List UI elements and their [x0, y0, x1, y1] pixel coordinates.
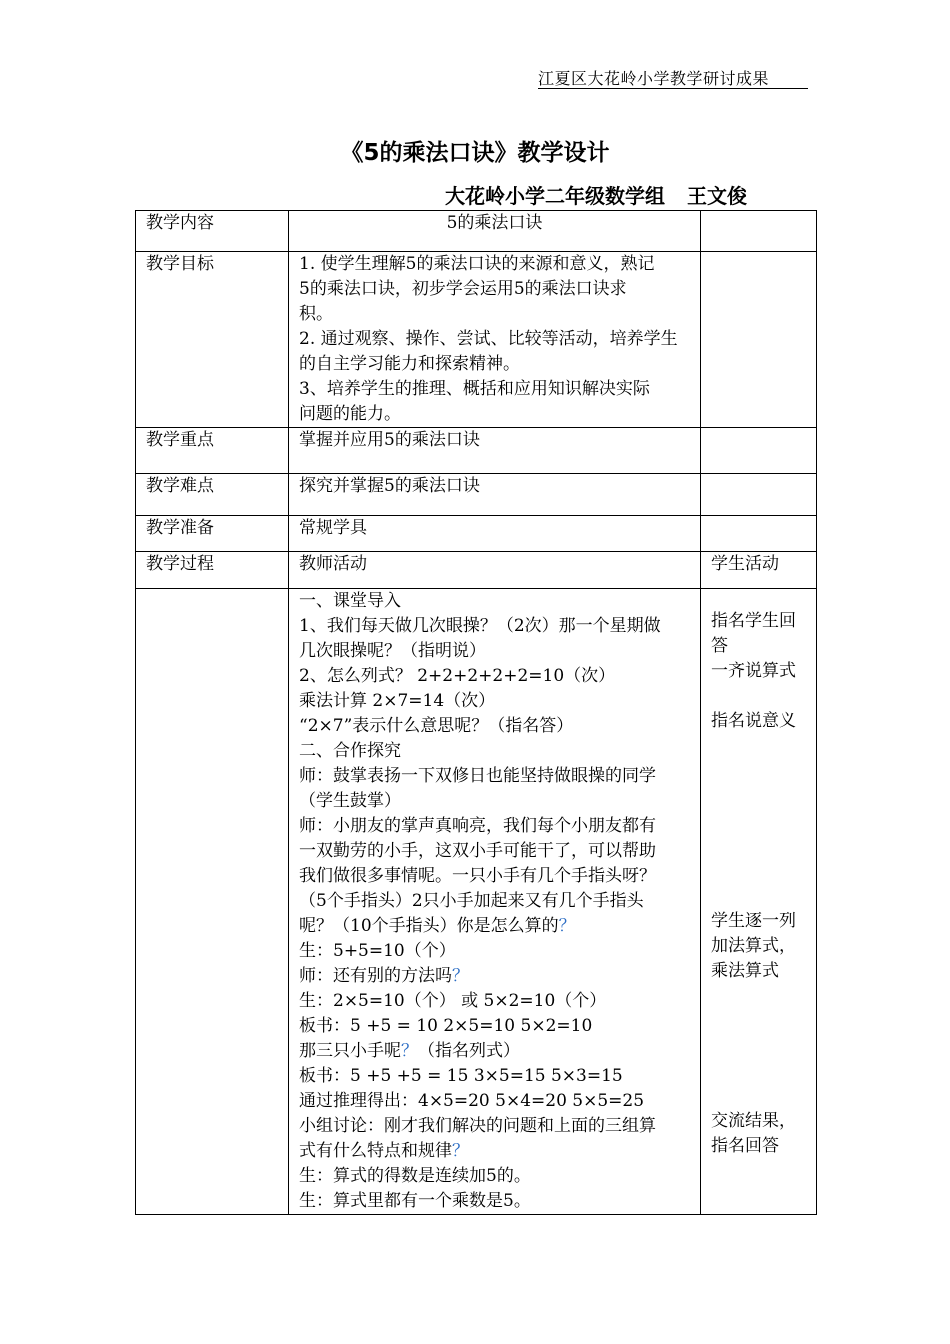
- teacher-line: 板书：5 +5 = 10 2×5=10 5×2=10: [299, 1016, 593, 1036]
- value-preparation: 常规学具: [289, 516, 701, 552]
- spacer: [711, 734, 806, 909]
- institution-header: 江夏区大花岭小学教学研讨成果: [538, 69, 770, 88]
- question-mark: ？: [401, 1041, 418, 1061]
- label-content: 教学内容: [136, 211, 289, 252]
- student-line: 指名回答: [711, 1136, 779, 1156]
- teacher-line: 生：2×5=10（个） 或 5×2=10（个）: [299, 991, 607, 1011]
- empty-cell: [701, 474, 817, 516]
- teacher-line: [299, 1139, 690, 1164]
- author-line: [445, 180, 747, 209]
- student-activities: [701, 589, 817, 1215]
- row-focus: [136, 428, 817, 474]
- student-line: 乘法算式: [711, 961, 779, 981]
- teacher-line-text: 呢？（10个手指头）你是怎么算的: [299, 916, 559, 936]
- row-goals: [136, 252, 817, 428]
- student-line: 答: [711, 636, 728, 656]
- teacher-line: [299, 914, 690, 939]
- student-line: 加法算式，: [711, 936, 796, 956]
- teacher-line: 1、我们每天做几次眼操？（2次）那一个星期做: [299, 616, 661, 636]
- teacher-line-text: 那三只小手呢: [299, 1041, 401, 1061]
- teacher-line-note: （指名列式）: [418, 1041, 520, 1061]
- teacher-activities: [289, 589, 701, 1215]
- row-process-detail: [136, 589, 817, 1215]
- empty-cell: [701, 516, 817, 552]
- student-line: 一齐说算式: [711, 661, 796, 681]
- goal-line: 的自主学习能力和探索精神。: [299, 354, 520, 374]
- row-process: [136, 552, 817, 589]
- goal-line: 2. 通过观察、操作、尝试、比较等活动，培养学生: [299, 329, 678, 349]
- teacher-line-text: 式有什么特点和规律: [299, 1141, 452, 1161]
- label-preparation: 教学准备: [136, 516, 289, 552]
- label-process: 教学过程: [136, 552, 289, 589]
- goal-line: 3、培养学生的推理、概括和应用知识解决实际: [299, 379, 650, 399]
- value-difficulty: 探究并掌握5的乘法口诀: [289, 474, 701, 516]
- teacher-line: 我们做很多事情呢。一只小手有几个手指头呀？: [299, 866, 656, 886]
- goal-line: 问题的能力。: [299, 404, 401, 424]
- question-mark: ？: [452, 966, 469, 986]
- teacher-line: 生：算式里都有一个乘数是5。: [299, 1191, 531, 1211]
- label-focus: 教学重点: [136, 428, 289, 474]
- teacher-line-text: 师：还有别的方法吗: [299, 966, 452, 986]
- goal-line: 5的乘法口诀，初步学会运用5的乘法口诀求: [299, 279, 627, 299]
- student-line: 交流结果，: [711, 1111, 796, 1131]
- lesson-plan-table: [135, 210, 817, 1215]
- question-mark: ？: [452, 1141, 469, 1161]
- author-group: 大花岭小学二年级数学组: [445, 184, 665, 208]
- empty-cell: [701, 428, 817, 474]
- row-preparation: [136, 516, 817, 552]
- row-difficulty: [136, 474, 817, 516]
- empty-cell: [136, 589, 289, 1215]
- student-activity-header: 学生活动: [701, 552, 817, 589]
- teacher-line: 板书：5 +5 +5 = 15 3×5=15 5×3=15: [299, 1066, 623, 1086]
- value-goals: [289, 252, 701, 428]
- teacher-line: “2×7”表示什么意思呢？（指名答）: [299, 716, 574, 736]
- page-title: 《5的乘法口诀》教学设计: [340, 140, 610, 166]
- student-line: [711, 684, 806, 709]
- teacher-line: [299, 1039, 690, 1064]
- label-difficulty: 教学难点: [136, 474, 289, 516]
- teacher-line: 乘法计算 2×7=14（次）: [299, 691, 496, 711]
- teacher-line: 通过推理得出：4×5=20 5×4=20 5×5=25: [299, 1091, 645, 1111]
- teacher-line: 师：鼓掌表扬一下双修日也能坚持做眼操的同学: [299, 766, 656, 786]
- spacer: [711, 984, 806, 1109]
- teacher-line: 师：小朋友的掌声真响亮，我们每个小朋友都有: [299, 816, 656, 836]
- teacher-line: 小组讨论：刚才我们解决的问题和上面的三组算: [299, 1116, 656, 1136]
- student-line: 指名学生回: [711, 611, 796, 631]
- teacher-line: 二、合作探究: [299, 741, 401, 761]
- teacher-line: 生：5+5=10（个）: [299, 941, 456, 961]
- teacher-line: 生：算式的得数是连续加5的。: [299, 1166, 531, 1186]
- teacher-line: （5个手指头）2只小手加起来又有几个手指头: [299, 891, 644, 911]
- teacher-line: 2、怎么列式？ 2+2+2+2+2=10（次）: [299, 666, 616, 686]
- empty-cell: [701, 211, 817, 252]
- question-mark: ？: [558, 916, 576, 936]
- header-rule: [538, 88, 808, 89]
- empty-cell: [701, 252, 817, 428]
- value-content: 5的乘法口诀: [289, 211, 701, 252]
- teacher-line: 一双勤劳的小手，这双小手可能干了，可以帮助: [299, 841, 656, 861]
- teacher-line: （学生鼓掌）: [299, 791, 401, 811]
- author-name: 王文俊: [687, 184, 747, 208]
- teacher-activity-header: 教师活动: [289, 552, 701, 589]
- teacher-line: 几次眼操呢？（指明说）: [299, 641, 486, 661]
- teacher-line: 一、课堂导入: [299, 591, 401, 611]
- goal-line: 1. 使学生理解5的乘法口诀的来源和意义，熟记: [299, 254, 655, 274]
- goal-line: 积。: [299, 304, 333, 324]
- label-goals: 教学目标: [136, 252, 289, 428]
- student-line: 学生逐一列: [711, 911, 796, 931]
- row-content: [136, 211, 817, 252]
- value-focus: 掌握并应用5的乘法口诀: [289, 428, 701, 474]
- student-line: 指名说意义: [711, 711, 796, 731]
- teacher-line: [299, 964, 690, 989]
